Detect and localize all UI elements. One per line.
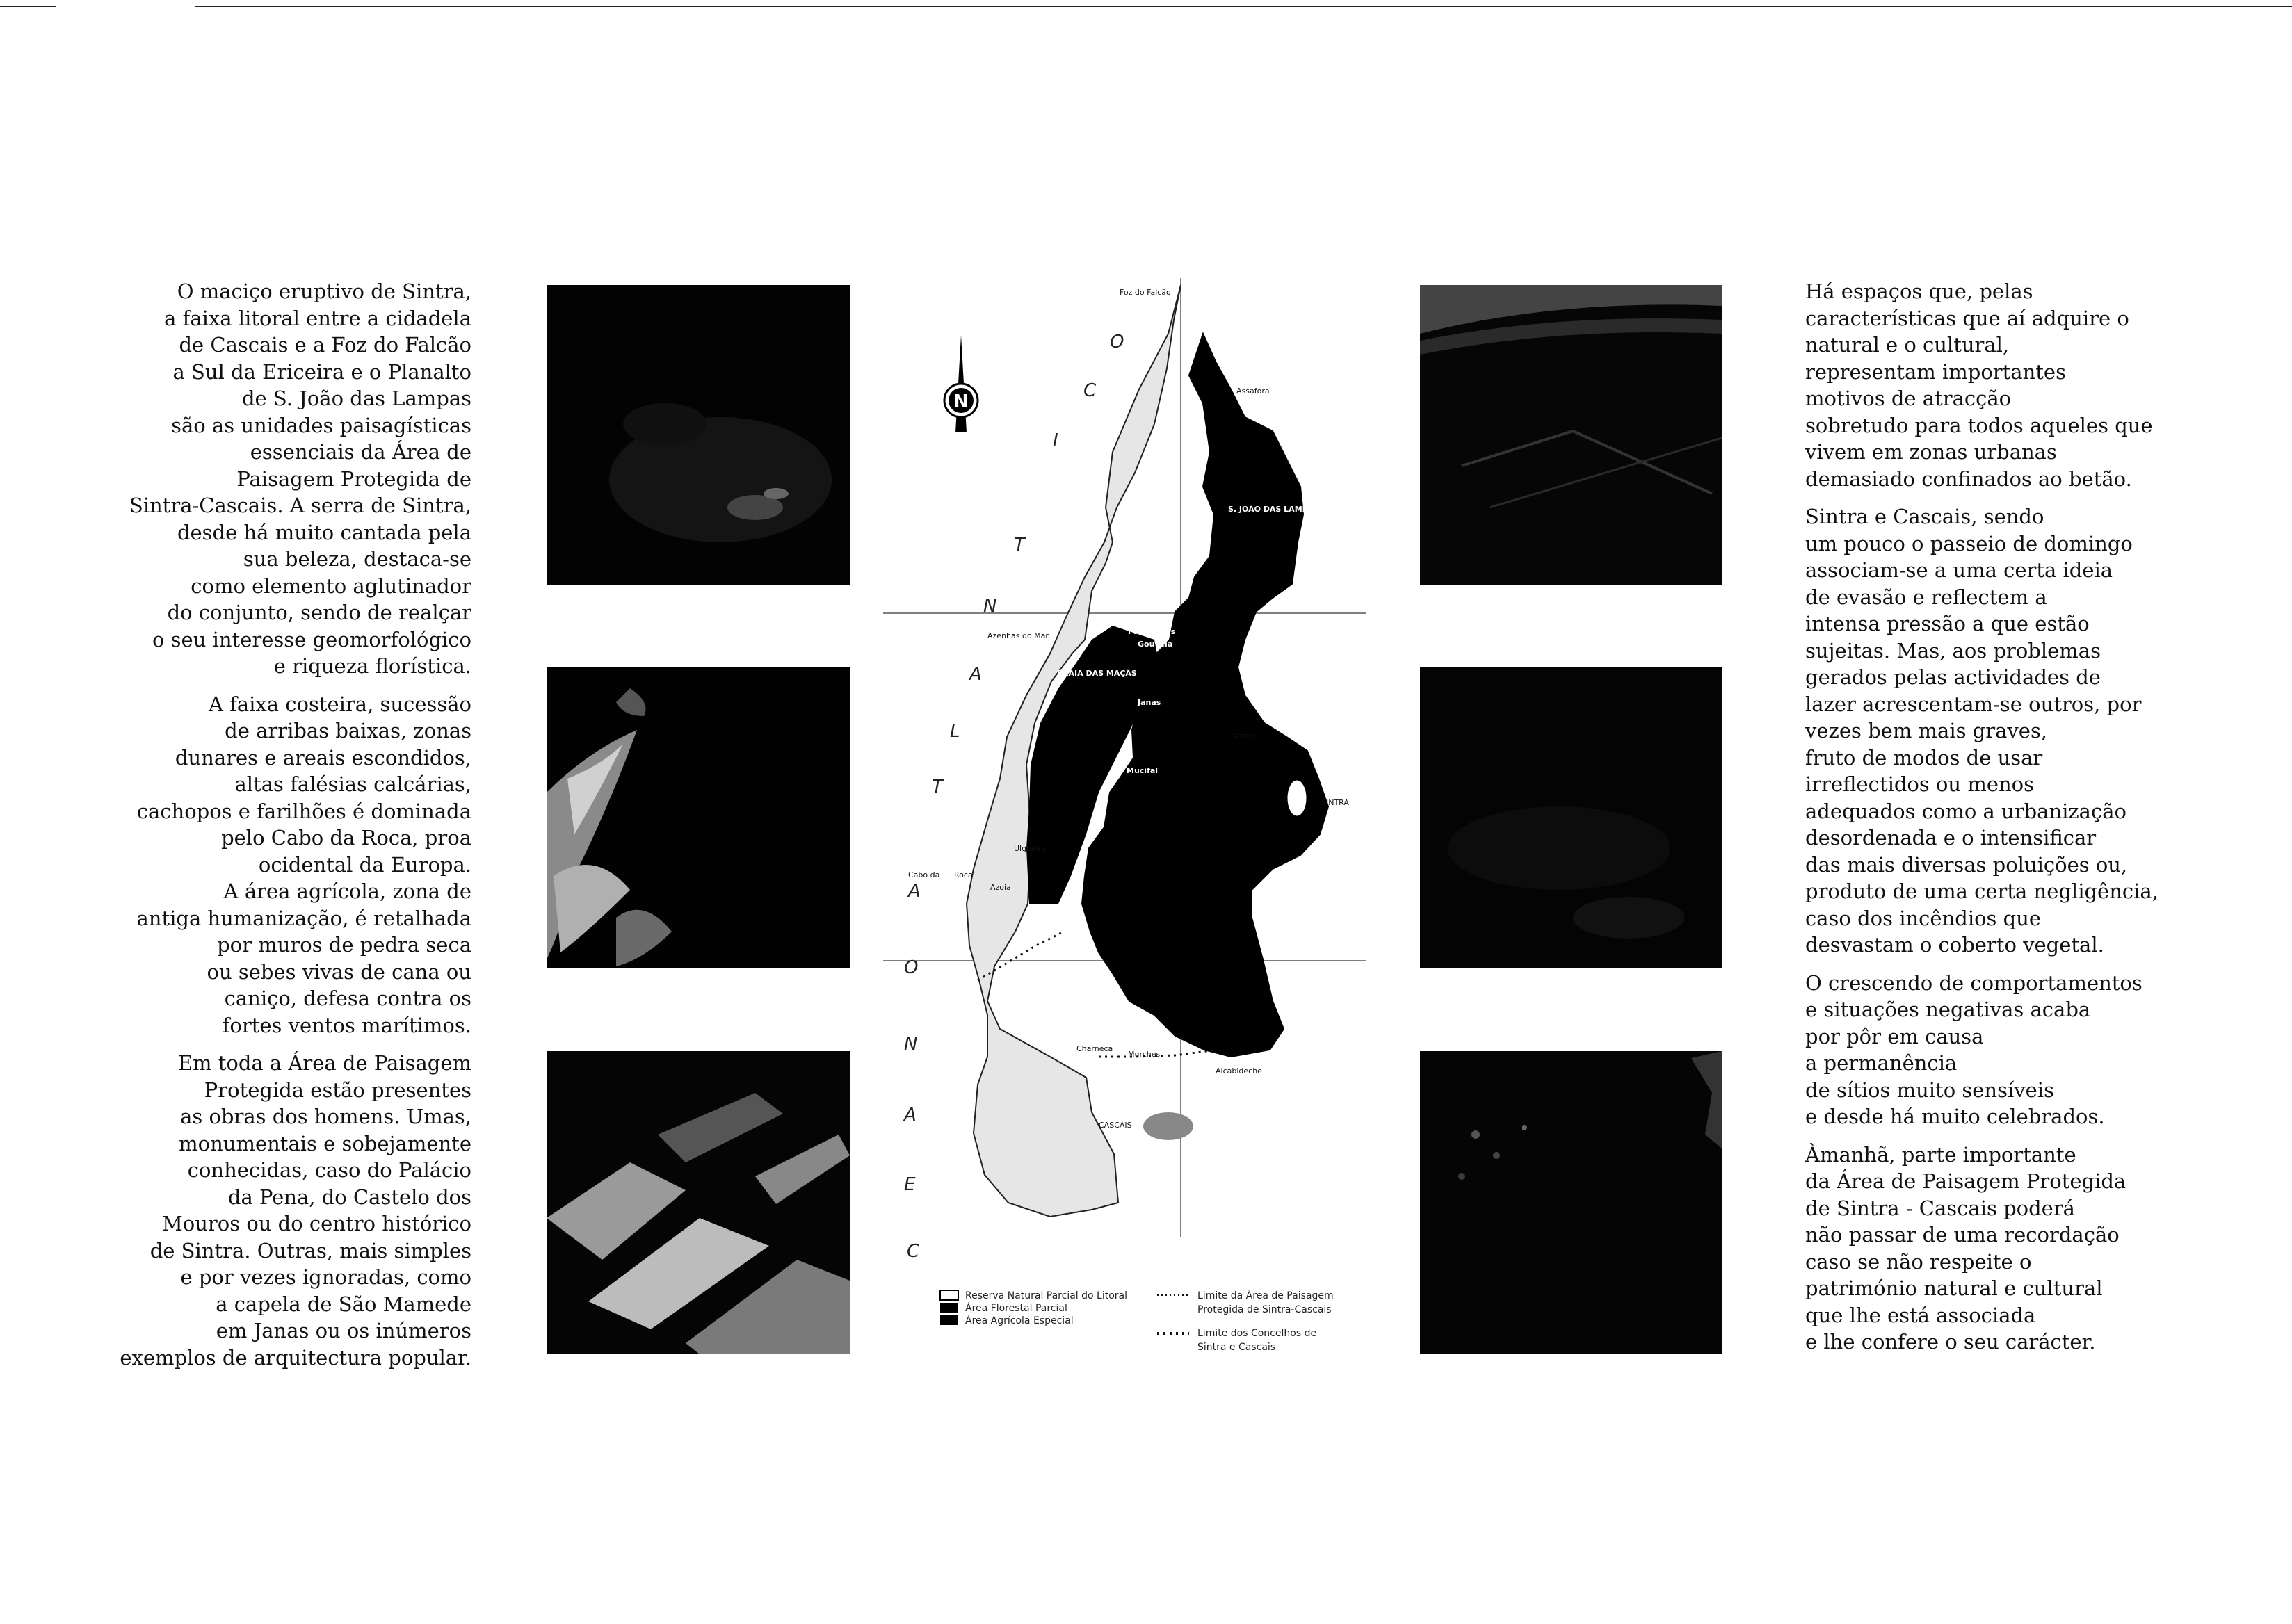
label-cabo-da: Cabo da bbox=[908, 870, 940, 879]
label-cascais: CASCAIS bbox=[1099, 1121, 1132, 1130]
label-charneca: Charneca bbox=[1076, 1044, 1113, 1053]
map-legend bbox=[940, 1290, 1334, 1353]
legend-swatch-florestal bbox=[940, 1303, 958, 1313]
label-murches: Murches bbox=[1128, 1050, 1161, 1059]
ocean-letter-9: A bbox=[969, 664, 982, 685]
photo-field-horizon bbox=[1420, 285, 1722, 585]
label-ulgueira: Ulgueira bbox=[1014, 844, 1047, 853]
ocean-letter-14: O bbox=[1110, 332, 1124, 352]
compass-letter: N bbox=[953, 391, 969, 412]
ocean-letter-12: I bbox=[1053, 430, 1058, 451]
photo-vegetation bbox=[1420, 1051, 1722, 1354]
label-roca: Roca bbox=[954, 870, 973, 879]
right-text-column bbox=[1805, 278, 2167, 1367]
photo-rock-formations bbox=[547, 1051, 850, 1354]
label-mucifal: Mucifal bbox=[1127, 766, 1159, 775]
legend-reserva: Reserva Natural Parcial do Litoral bbox=[965, 1290, 1127, 1301]
label-janas: Janas bbox=[1138, 698, 1161, 707]
ocean-letter-7: T bbox=[932, 777, 943, 797]
legend-limite-concelhos-1: Limite dos Concelhos de bbox=[1197, 1328, 1317, 1339]
cascais-town-mark bbox=[1143, 1112, 1193, 1140]
photo-coastline bbox=[547, 667, 850, 968]
legend-limite-area-1: Limite da Área de Paisagem bbox=[1197, 1290, 1334, 1301]
sintra-town-mark bbox=[1287, 780, 1307, 816]
ocean-letter-4: N bbox=[904, 1034, 918, 1055]
ocean-letter-6: A bbox=[908, 881, 921, 902]
label-praia-das-macas: PRAIA DAS MAÇÃS bbox=[1057, 669, 1137, 678]
ocean-letter-1: C bbox=[907, 1241, 920, 1262]
legend-limite-concelhos-2: Sintra e Cascais bbox=[1197, 1342, 1276, 1353]
legend-swatch-agricola bbox=[940, 1315, 958, 1325]
label-varzea: Varzea bbox=[1232, 731, 1259, 740]
top-left-rule bbox=[0, 6, 56, 7]
ocean-letter-13: C bbox=[1083, 380, 1097, 401]
legend-limite-area-2: Protegida de Sintra-Cascais bbox=[1197, 1304, 1332, 1315]
ocean-letter-3: A bbox=[904, 1105, 917, 1126]
label-foz-do-falcao: Foz do Falcão bbox=[1120, 288, 1171, 297]
ocean-letter-10: N bbox=[983, 596, 997, 617]
photo-aerial-hills bbox=[547, 285, 850, 585]
label-alcabideche: Alcabideche bbox=[1216, 1066, 1262, 1075]
ocean-letter-8: L bbox=[950, 721, 960, 742]
label-sintra: SINTRA bbox=[1321, 798, 1349, 807]
left-paragraph-3: Em toda a Área de Paisagem Protegida estão presentes as obras dos homens. Umas, monumentais e sobejamente conhecidas, caso do Palácio da Pena, do Castelo dos Mouros ou do centro histórico de Sintra. Outras, mais simples e por vezes ignoradas, como a capela de São Mamede em Janas ou os inúmeros exemplos de arquitectura popular. bbox=[120, 1051, 471, 1370]
left-paragraph-1: O maciço eruptivo de Sintra, a faixa litoral entre a cidadela de Cascais e a Foz do Falcão a Sul da Ericeira e o Planalto de S. João das Lampas são as unidades paisagísticas essenciais da Área de Paisagem Protegida de Sintra-Cascais. A serra de Sintra, desde há muito cantada pela sua beleza, destaca-se como elemento aglutinador do conjunto, sendo de realçar o seu interesse geomorfológico e riqueza florística. bbox=[129, 279, 471, 678]
north-compass-icon bbox=[944, 335, 978, 432]
right-paragraph-4: Àmanhã, parte importante da Área de Paisagem Protegida de Sintra - Cascais poderá não passar de uma recordação caso se não respeite o património natural e cultural que lhe está associada e lhe confere o seu carácter. bbox=[1805, 1142, 2126, 1354]
top-rule bbox=[195, 6, 2292, 7]
right-paragraph-1: Há espaços que, pelas características que aí adquire o natural e o cultural, representam importantes motivos de atracção sobretudo para todos aqueles que vivem em zonas urbanas demasiado confinados ao betão. bbox=[1805, 279, 2153, 491]
map-sintra-cascais bbox=[883, 278, 1391, 1363]
label-fontanelas: Fontanelas bbox=[1128, 627, 1176, 636]
label-azoia: Azoia bbox=[990, 883, 1011, 892]
ocean-letter-11: T bbox=[1014, 535, 1025, 555]
legend-florestal: Área Florestal Parcial bbox=[965, 1303, 1067, 1314]
ocean-letter-2: E bbox=[904, 1174, 916, 1195]
right-paragraph-2: Sintra e Cascais, sendo um pouco o passeio de domingo associam-se a uma certa ideia de evasão e reflectem a intensa pressão a que estão sujeitas. Mas, aos problemas gerados pelas actividades de lazer acrescentam-se outros, por vezes bem mais graves, fruto de modos de usar irreflectidos ou menos adequados como a urbanização desordenada e o intensificar das mais diversas poluições ou, produto de uma certa negligência, caso dos incêndios que desvastam o coberto vegetal. bbox=[1805, 505, 2158, 957]
legend-swatch-reserva bbox=[940, 1290, 958, 1300]
label-assafora: Assafora bbox=[1236, 387, 1270, 396]
label-magoito: Magoito bbox=[1154, 530, 1190, 539]
ocean-letter-5: O bbox=[904, 957, 919, 978]
right-paragraph-3: O crescendo de comportamentos e situações negativas acaba por pôr em causa a permanência de sítios muito sensíveis e desde há muito celebrados. bbox=[1805, 971, 2142, 1128]
left-paragraph-2: A faixa costeira, sucessão de arribas baixas, zonas dunares e areais escondidos, altas falésias calcárias, cachopos e farilhões é dominada pelo Cabo da Roca, proa ocidental da Europa. A área agrícola, zona de antiga humanização, é retalhada por muros de pedra seca ou sebes vivas de cana ou caniço, defesa contra os fortes ventos marítimos. bbox=[136, 692, 471, 1037]
label-azenhas-do-mar: Azenhas do Mar bbox=[987, 631, 1049, 640]
left-text-column bbox=[70, 278, 471, 1382]
label-sao-joao-das-lampas: S. JOÃO DAS LAMPAS bbox=[1228, 505, 1319, 514]
legend-agricola: Área Agrícola Especial bbox=[965, 1315, 1074, 1326]
label-gouveia: Gouveia bbox=[1138, 640, 1173, 649]
photo-dark-landscape bbox=[1420, 667, 1722, 968]
